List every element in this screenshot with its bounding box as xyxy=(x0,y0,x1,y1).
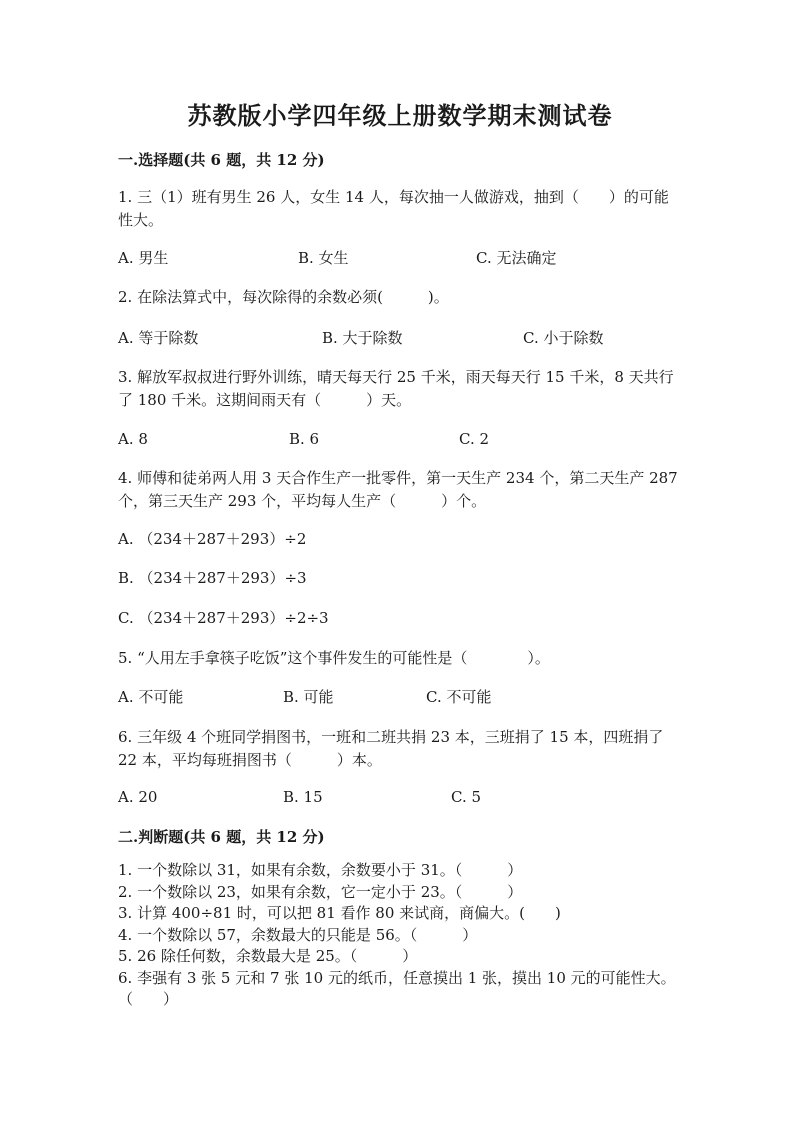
question-2: 2. 在除法算式中，每次除得的余数必须( )。 xyxy=(118,288,449,306)
option-4c: C. （234＋287＋293）÷2÷3 xyxy=(118,609,329,627)
option-5b: B. 可能 xyxy=(283,688,334,706)
option-3a: A. 8 xyxy=(118,430,148,448)
option-6b: B. 15 xyxy=(283,788,323,806)
question-5: 5. “人用左手拿筷子吃饭”这个事件发生的可能性是（ ）。 xyxy=(118,649,550,667)
option-3b: B. 6 xyxy=(289,430,320,448)
question-3: 3. 解放军叔叔进行野外训练，晴天每天行 25 千米，雨天每天行 15 千米，8 天共行了 180 千米。这期间雨天有（ ）天。 xyxy=(118,368,674,409)
option-6a: A. 20 xyxy=(118,788,158,806)
option-1a: A. 男生 xyxy=(118,249,169,267)
judge-item-1: 1. 一个数除以 31，如果有余数，余数要小于 31。（ ） xyxy=(118,861,523,879)
option-5c: C. 不可能 xyxy=(426,688,492,706)
question-4: 4. 师傅和徒弟两人用 3 天合作生产一批零件，第一天生产 234 个，第二天生产 287 个，第三天生产 293 个，平均每人生产（ ）个。 xyxy=(118,469,678,510)
judge-item-4: 4. 一个数除以 57，余数最大的只能是 56。（ ） xyxy=(118,925,478,944)
option-6c: C. 5 xyxy=(451,788,482,806)
option-1b: B. 女生 xyxy=(298,249,349,267)
page-title: 苏教版小学四年级上册数学期末测试卷 xyxy=(187,101,613,130)
judge-list xyxy=(118,860,699,1011)
option-1c: C. 无法确定 xyxy=(476,249,557,267)
judge-item-2: 2. 一个数除以 23，如果有余数，它一定小于 23。（ ） xyxy=(118,882,523,901)
option-4a: A. （234＋287＋293）÷2 xyxy=(118,530,307,548)
judge-item-6: 6. 李强有 3 张 5 元和 7 张 10 元的纸币，任意摸出 1 张，摸出 10 元的可能性大。 （ ） xyxy=(118,968,699,1008)
option-3c: C. 2 xyxy=(459,430,490,448)
section-heading-judge: 二.判断题(共 6 题，共 12 分) xyxy=(118,828,325,846)
question-1: 1. 三（1）班有男生 26 人，女生 14 人，每次抽一人做游戏，抽到（ ）的可能性大。 xyxy=(118,188,669,229)
section-heading-choice: 一.选择题(共 6 题，共 12 分) xyxy=(118,151,325,169)
option-2a: A. 等于除数 xyxy=(118,329,199,347)
option-2c: C. 小于除数 xyxy=(523,329,604,347)
option-2b: B. 大于除数 xyxy=(322,329,403,347)
judge-item-5: 5. 26 除任何数，余数最大是 25。（ ） xyxy=(118,947,418,965)
option-4b: B. （234＋287＋293）÷3 xyxy=(118,569,307,587)
judge-item-3: 3. 计算 400÷81 时，可以把 81 看作 80 来试商，商偏大。( ) xyxy=(118,904,561,922)
question-6: 6. 三年级 4 个班同学捐图书，一班和二班共捐 23 本，三班捐了 15 本，四班捐了 22 本，平均每班捐图书（ ）本。 xyxy=(118,728,664,769)
option-5a: A. 不可能 xyxy=(118,688,184,706)
